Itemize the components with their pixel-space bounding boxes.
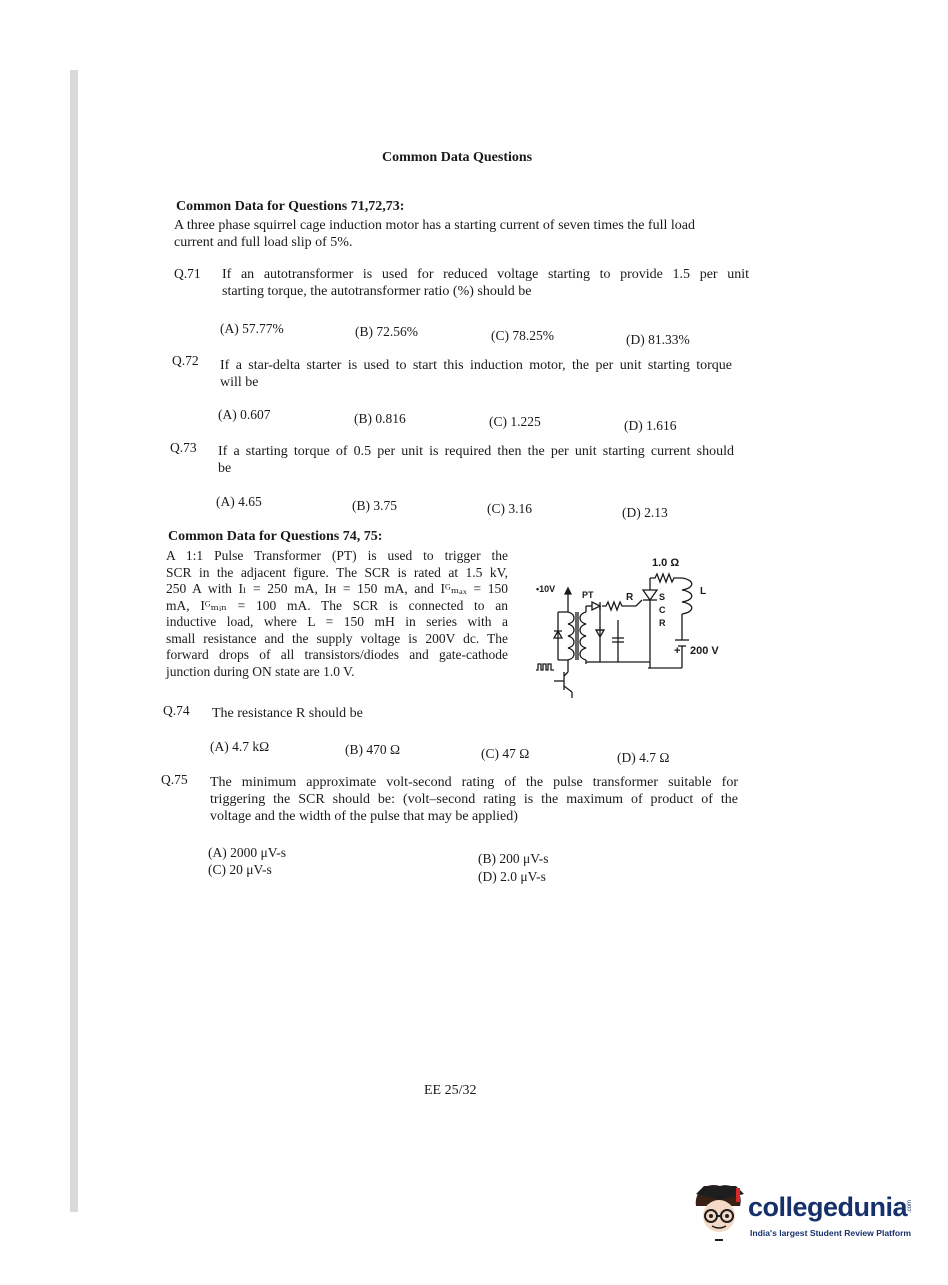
page-title: Common Data Questions (382, 150, 533, 165)
gate-resistor-label: R (626, 592, 634, 603)
question-line: If a starting torque of 0.5 per unit is required then the per unit starting current should (218, 444, 734, 459)
option-b: (B) 3.75 (352, 498, 397, 513)
option-c: (C) 20 μV-s (208, 862, 272, 877)
question-line: If an autotransformer is used for reduced voltage starting to provide 1.5 per unit (222, 267, 749, 282)
pt-primary-winding (568, 612, 574, 660)
option-b: (B) 0.816 (354, 411, 406, 426)
common-data-paragraph-71-73 (174, 217, 750, 251)
question-number: Q.73 (170, 440, 197, 455)
question-text-71 (222, 266, 749, 300)
option-a: (A) 2000 μV-s (208, 845, 286, 860)
option-d: (D) 81.33% (626, 332, 690, 347)
question-number: Q.74 (163, 703, 190, 718)
paragraph-line: forward drops of all transistors/diodes and gate-cathode (166, 647, 508, 662)
scr-label-c: C (659, 605, 666, 615)
scr-label-r: R (659, 618, 666, 628)
scan-edge-shadow (70, 70, 78, 1212)
supply-plus-sign: + (674, 645, 681, 657)
supply-voltage-label: 200 V (690, 645, 719, 657)
scr-pulse-transformer-circuit (530, 550, 740, 700)
inductor-symbol (682, 578, 692, 614)
page-number: EE 25/32 (424, 1083, 477, 1098)
option-d: (D) 2.13 (622, 505, 668, 520)
load-resistor-symbol (650, 574, 682, 582)
gate-resistor-symbol (602, 602, 636, 610)
question-line: will be (220, 375, 259, 390)
option-c: (C) 3.16 (487, 501, 532, 516)
option-d: (D) 1.616 (624, 418, 677, 433)
scr-label-s: S (659, 592, 666, 602)
question-text-72 (220, 357, 732, 391)
logo-wordmark: collegedunia (748, 1192, 908, 1222)
option-a: (A) 57.77% (220, 321, 284, 336)
logo-tagline: India's largest Student Review Platform (750, 1228, 912, 1238)
inductor-label: L (700, 586, 707, 597)
question-text-74 (212, 705, 363, 722)
option-d: (D) 4.7 Ω (617, 750, 670, 765)
option-c: (C) 47 Ω (481, 746, 530, 761)
question-text-75 (210, 774, 738, 825)
paragraph-line: SCR in the adjacent figure. The SCR is rated at 1.5 kV, (166, 564, 508, 580)
paragraph-line: mA, Iᴳₘᵢₙ = 100 mA. The SCR is connected to an (166, 597, 508, 613)
option-c: (C) 1.225 (489, 414, 541, 429)
common-data-heading-74-75: Common Data for Questions 74, 75: (168, 529, 383, 544)
question-number: Q.72 (172, 353, 199, 368)
paragraph-line: inductive load, where L = 150 mH in series with a (166, 614, 508, 629)
question-text-73 (218, 443, 734, 477)
option-b: (B) 72.56% (355, 324, 418, 339)
paragraph-line: A three phase squirrel cage induction motor has a starting current of seven times the full load (174, 218, 695, 233)
question-line: starting torque, the autotransformer ratio (%) should be (222, 284, 532, 299)
gate-pulse-waveform (536, 664, 554, 670)
common-data-paragraph-74-75 (166, 548, 508, 680)
option-a: (A) 0.607 (218, 407, 271, 422)
paragraph-line: small resistance and the supply voltage is 200V dc. The (166, 630, 508, 646)
question-line: If a star-delta starter is used to start this induction motor, the per unit starting torque (220, 358, 732, 373)
collegedunia-logo (690, 1180, 920, 1250)
common-data-heading-71-73: Common Data for Questions 71,72,73: (176, 199, 405, 214)
paragraph-line: A 1:1 Pulse Transformer (PT) is used to trigger the (166, 548, 508, 563)
option-d: (D) 2.0 μV-s (478, 869, 546, 884)
question-line: voltage and the width of the pulse that may be applied) (210, 809, 518, 824)
question-number: Q.75 (161, 772, 188, 787)
pt-secondary-winding (580, 612, 586, 660)
source-10v-label: •10V (536, 584, 556, 594)
question-line: triggering the SCR should be: (volt–second rating is the maximum of product of the (210, 792, 738, 807)
resistor-label: 1.0 Ω (652, 557, 680, 569)
paragraph-line: current and full load slip of 5%. (174, 235, 353, 250)
paragraph-line: junction during ON state are 1.0 V. (166, 663, 355, 679)
option-a: (A) 4.65 (216, 494, 262, 509)
question-line: be (218, 461, 232, 476)
mascot-icon (690, 1180, 750, 1250)
option-b: (B) 470 Ω (345, 742, 401, 757)
question-line: The resistance R should be (212, 706, 363, 721)
option-a: (A) 4.7 kΩ (210, 739, 270, 754)
question-line: The minimum approximate volt-second rating of the pulse transformer suitable for (210, 775, 738, 790)
logo-domain: .com (907, 1200, 913, 1214)
question-number: Q.71 (174, 266, 201, 281)
scr-symbol (643, 590, 657, 600)
option-c: (C) 78.25% (491, 328, 554, 343)
paragraph-line: 250 A with Iₗ = 250 mA, Iʜ = 150 mA, and Iᴳₘₐₓ = 150 (166, 581, 508, 596)
pt-label: PT (582, 590, 594, 600)
option-b: (B) 200 μV-s (478, 851, 549, 866)
